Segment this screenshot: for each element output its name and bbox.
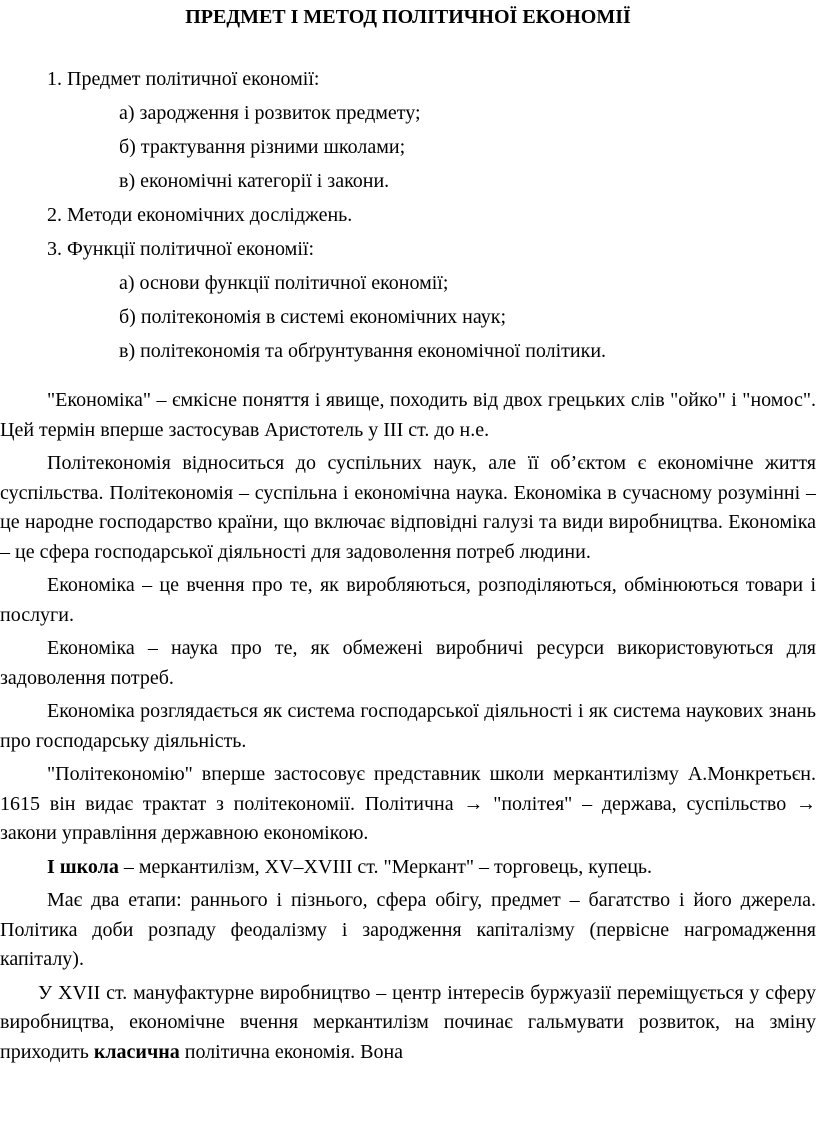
xvii-century-text-end: політична економія. Вона — [179, 1040, 404, 1063]
paragraph-xvii-century — [0, 979, 816, 1068]
outline-subitem: а) зародження і розвиток предмету; — [119, 102, 421, 124]
outline-subitem: в) політекономія та обґрунтування економічної політики. — [119, 340, 607, 362]
topic-outline — [0, 62, 816, 368]
paragraph-two-stages: Має два етапи: раннього і пізнього, сфера обігу, предмет – багатство і його джерела. Політика доби розпаду феодалізму і зародження капіталізму (первісне нагромадження капіталу). — [0, 889, 816, 970]
first-school-label: І школа — [47, 855, 119, 878]
outline-item: 1. Предмет політичної економії: — [47, 68, 320, 90]
paragraph-economics-system: Економіка розглядається як система господарської діяльності і як система наукових знань про господарську діяльність. — [0, 700, 816, 752]
outline-item: 2. Методи економічних досліджень. — [47, 204, 353, 226]
outline-item: 3. Функції політичної економії: — [47, 238, 315, 260]
paragraph-economics-definition: "Економіка" – ємкісне поняття і явище, походить від двох грецьких слів "ойко" і "номос". Цей термін вперше застосував Аристотель у ІІІ ст. до н.е. — [0, 389, 816, 441]
body-text — [0, 386, 816, 1067]
page-title: ПРЕДМЕТ І МЕТОД ПОЛІТИЧНОЇ ЕКОНОМІЇ — [185, 6, 631, 28]
xvii-century-text: У XVII ст. мануфактурне виробництво – центр інтересів буржуазії переміщується у сферу виробництва, економічне вчення меркантилізм починає гальмувати розвиток, на зміну приходить — [0, 981, 816, 1063]
first-school-text: – меркантилізм, XV–XVIII ст. "Меркант" – торговець, купець. — [118, 855, 653, 878]
outline-subitem: в) економічні категорії і закони. — [119, 170, 390, 192]
paragraph-first-school — [0, 853, 816, 883]
paragraph-economics-resources: Економіка – наука про те, як обмежені виробничі ресурси використовуються для задоволення потреб. — [0, 637, 816, 689]
paragraph-political-economy: Політекономія відноситься до суспільних наук, але її об’єктом є економічне життя суспільства. Політекономія – суспільна і економічна наука. Економіка в сучасному розумінні – це народне господарство країни, що включає відповідні галузі та види виробництва. Економіка – це сфера господарської діяльності для задоволення потреб людини. — [0, 452, 816, 563]
paragraph-montchretien: "Політекономію" вперше застосовує представник школи меркантилізму А.Монкретьєн. 1615 він видає трактат з політекономії. Політична → "політея" – держава, суспільство → закони управління державною економікою. — [0, 763, 816, 844]
outline-subitem: а) основи функції політичної економії; — [119, 272, 449, 294]
outline-subitem: б) трактування різними школами; — [119, 136, 406, 158]
paragraph-economics-teaching: Економіка – це вчення про те, як виробляються, розподіляються, обмінюються товари і послуги. — [0, 574, 816, 626]
classical-term: класична — [93, 1040, 180, 1063]
outline-subitem: б) політекономія в системі економічних наук; — [119, 306, 507, 328]
